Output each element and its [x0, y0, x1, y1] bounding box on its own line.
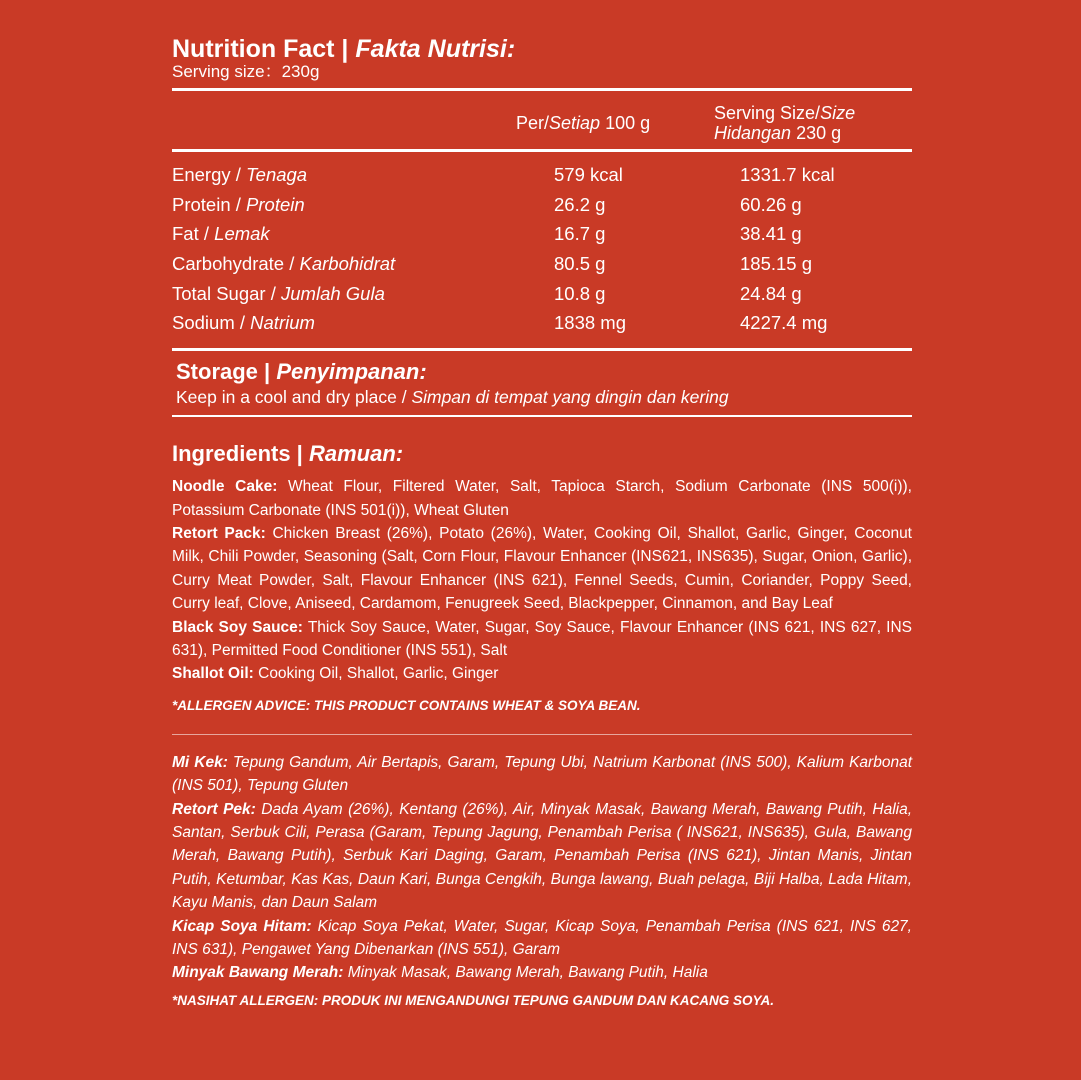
storage-text: Keep in a cool and dry place / Simpan di tempat yang dingin dan kering [176, 387, 729, 408]
table-row: Fat / Lemak 16.7 g 38.41 g [172, 223, 802, 245]
table-row: Sodium / Natrium 1838 mg 4227.4 mg [172, 312, 828, 334]
ingredients-en [172, 475, 912, 686]
table-row: Total Sugar / Jumlah Gula 10.8 g 24.84 g [172, 282, 802, 304]
list-item: Black Soy Sauce: Thick Soy Sauce, Water, Sugar, Soy Sauce, Flavour Enhancer (INS 621, INS 627, INS 631), Permitted Food Conditioner (INS 551), Salt [172, 618, 913, 659]
nutrition-table-header [172, 91, 912, 149]
serving-size: Serving size：230g [172, 62, 320, 81]
list-item: Retort Pek: Dada Ayam (26%), Kentang (26%), Air, Minyak Masak, Bawang Merah, Bawang Putih, Halia, Santan, Serbuk Cili, Perasa (Garam, Tepung Jagung, Penambah Perisa ( INS621, INS635), Gula, Bawang Merah, Bawang Putih), Serbuk Kari Daging, Garam, Penambah Perisa (INS 621), Jintan Manis, Jintan Putih, Ketumbar, Kas Kas, Daun Kari, Bunga Cengkih, Bunga lawang, Buah pelaga, Biji Halba, Lada Hitam, Kayu Manis, dan Daun Salam [172, 800, 913, 912]
table-row: Energy / Tenaga 579 kcal 1331.7 kcal [172, 164, 835, 185]
nutrition-rows [172, 152, 912, 348]
list-item: Shallot Oil: Cooking Oil, Shallot, Garlic, Ginger [172, 665, 499, 683]
nutrition-title-en: Nutrition Fact | [172, 35, 349, 63]
list-item: Mi Kek: Tepung Gandum, Air Bertapis, Garam, Tepung Ubi, Natrium Karbonat (INS 500), Kalium Karbonat (INS 501), Tepung Gluten [172, 753, 912, 795]
section-divider [172, 734, 912, 735]
nutrition-title-my: Fakta Nutrisi: [355, 35, 516, 63]
list-item: Kicap Soya Hitam: Kicap Soya Pekat, Water, Sugar, Kicap Soya, Penambah Perisa (INS 621, INS 627, INS 631), Pengawet Yang Dibenarkan (INS 551), Garam [172, 917, 912, 959]
list-item: Retort Pack: Chicken Breast (26%), Potato (26%), Water, Cooking Oil, Shallot, Garlic, Ginger, Coconut Milk, Chili Powder, Seasoning (Salt, Corn Flour, Flavour Enhancer (INS621, INS635), Sugar, Onion, Garlic), Curry Meat Powder, Salt, Flavour Enhancer (INS 621), Fennel Seeds, Cumin, Coriander, Poppy Seed, Curry leaf, Clove, Aniseed, Cardamom, Fenugreek Seed, Blackpepper, Cinnamon, and Bay Leaf [172, 524, 912, 613]
storage-title: Storage | Penyimpanan: [176, 359, 427, 385]
ingredients-title: Ingredients | Ramuan: [172, 441, 404, 467]
list-item: Noodle Cake: Wheat Flour, Filtered Water, Salt, Tapioca Starch, Sodium Carbonate (INS 500(i)), Potassium Carbonate (INS 501(i)), Wheat Gluten [172, 478, 912, 519]
rule-storage-bottom [172, 415, 912, 417]
allergen-advice-my: *NASIHAT ALLERGEN: PRODUK INI MENGANDUNGI TEPUNG GANDUM DAN KACANG SOYA. [172, 992, 775, 1008]
table-row: Protein / Protein 26.2 g 60.26 g [172, 193, 802, 215]
list-item: Minyak Bawang Merah: Minyak Masak, Bawang Merah, Bawang Putih, Halia [172, 964, 708, 982]
label-panel [172, 34, 912, 1011]
nutrition-title [172, 34, 912, 64]
table-row: Carbohydrate / Karbohidrat 80.5 g 185.15 g [172, 253, 813, 275]
col-per-100g: Per/Setiap 100 g [516, 113, 651, 133]
ingredients-my [172, 751, 912, 985]
allergen-advice-en: *ALLERGEN ADVICE: THIS PRODUCT CONTAINS WHEAT & SOYA BEAN. [172, 697, 641, 713]
storage-section [172, 351, 912, 415]
col-per-serving: Serving Size/Size Hidangan 230 g [714, 103, 856, 143]
